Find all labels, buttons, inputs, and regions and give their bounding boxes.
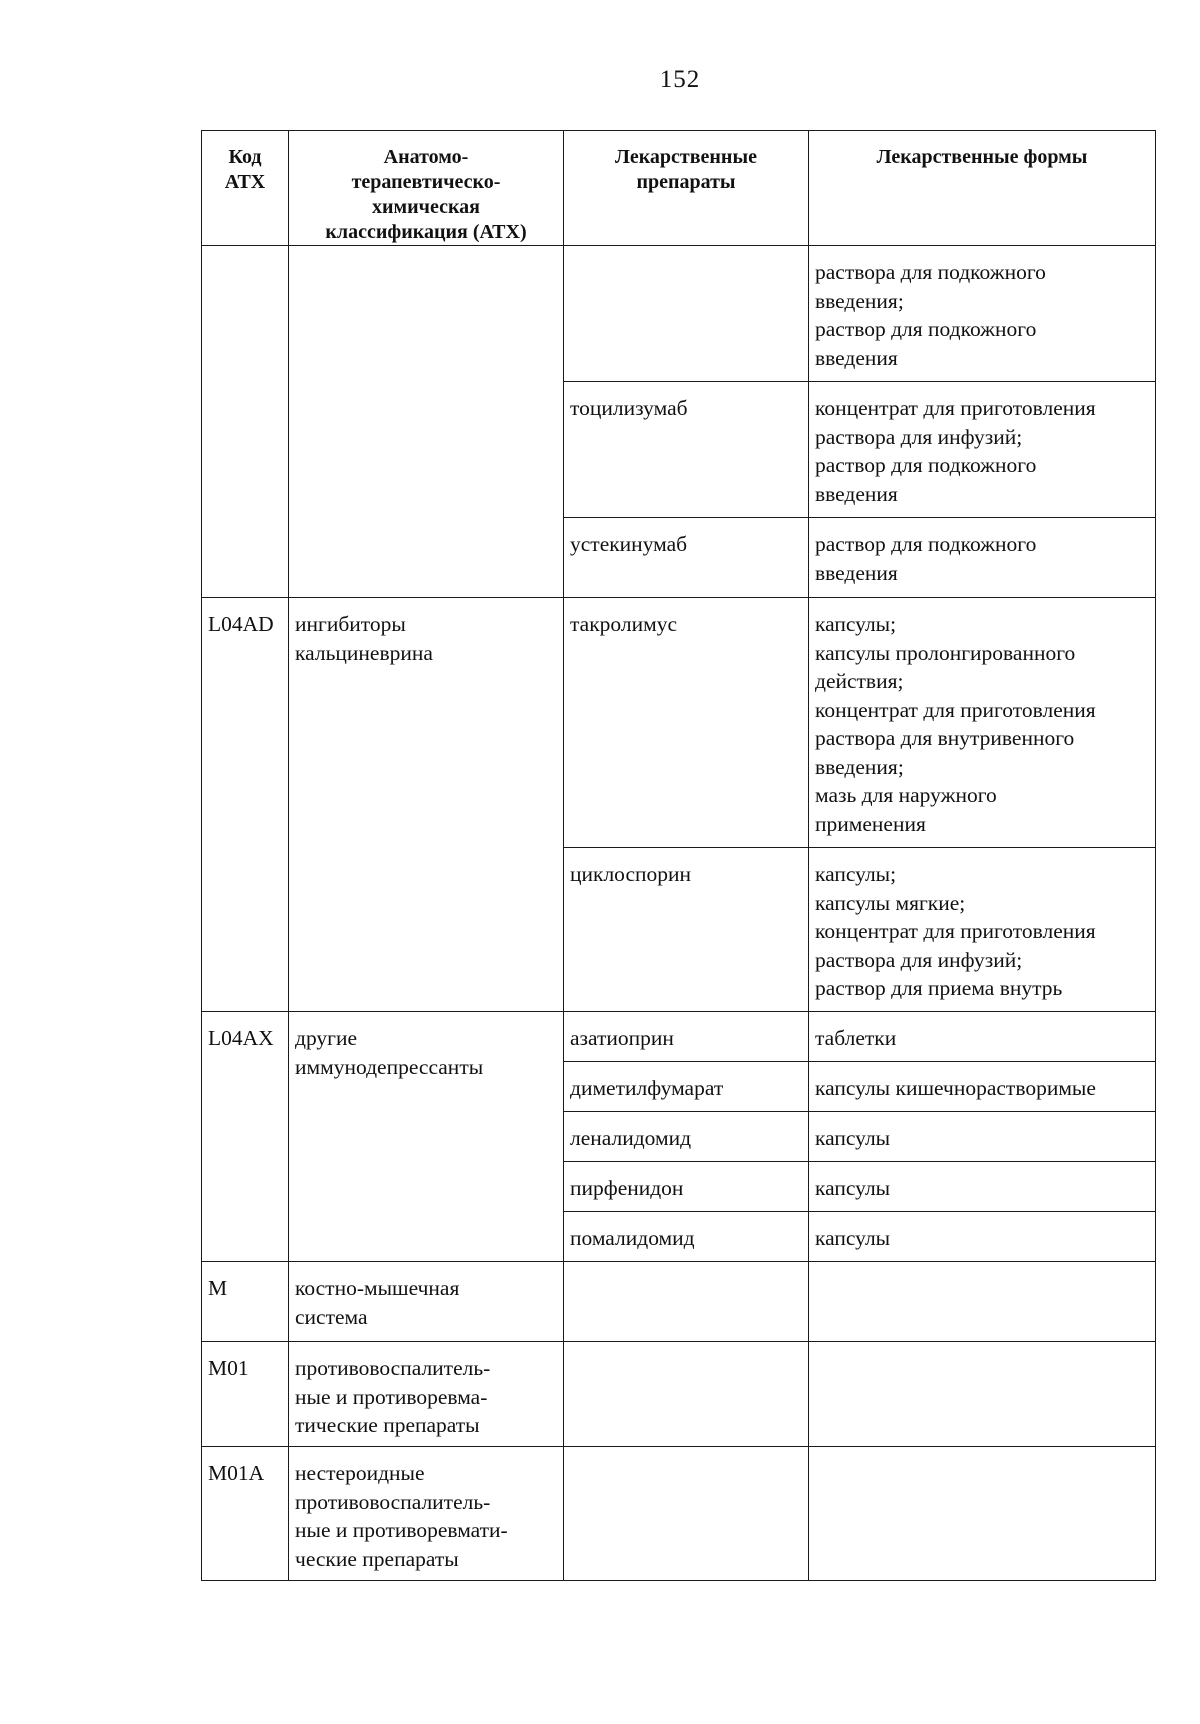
table-row xyxy=(202,1342,1156,1447)
drug-name-cell: устекинумаб xyxy=(564,518,809,598)
dosage-forms-cell: концентрат для приготовления раствора для инфузий; раствор для подкожного введения xyxy=(809,382,1156,518)
classification-cell: другие иммунодепрессанты xyxy=(289,1012,564,1262)
atx-code-cell xyxy=(202,246,289,598)
atx-code-cell: L04AD xyxy=(202,598,289,1012)
dosage-forms-cell: капсулы xyxy=(809,1112,1156,1162)
drug-name-cell: тоцилизумаб xyxy=(564,382,809,518)
drug-name-cell: диметилфумарат xyxy=(564,1062,809,1112)
dosage-forms-cell: раствора для подкожного введения; раствор для подкожного введения xyxy=(809,246,1156,382)
dosage-forms-cell: таблетки xyxy=(809,1012,1156,1062)
dosage-forms-cell: капсулы; капсулы мягкие; концентрат для приготовления раствора для инфузий; раствор для приема внутрь xyxy=(809,848,1156,1012)
drug-name-cell xyxy=(564,246,809,382)
dosage-forms-cell xyxy=(809,1447,1156,1581)
dosage-forms-cell: капсулы xyxy=(809,1162,1156,1212)
dosage-forms-cell: капсулы xyxy=(809,1212,1156,1262)
table-header-row xyxy=(202,131,1156,246)
drug-name-cell: пирфенидон xyxy=(564,1162,809,1212)
dosage-forms-cell: раствор для подкожного введения xyxy=(809,518,1156,598)
drug-name-cell: циклоспорин xyxy=(564,848,809,1012)
atx-code-cell: M01A xyxy=(202,1447,289,1581)
atx-table xyxy=(201,130,1156,1581)
table-row xyxy=(202,1012,1156,1062)
drug-name-cell: помалидомид xyxy=(564,1212,809,1262)
classification-cell xyxy=(289,246,564,598)
classification-cell: противовоспалитель- ные и противоревма- тические препараты xyxy=(289,1342,564,1447)
dosage-forms-cell: капсулы; капсулы пролонгированного действия; концентрат для приготовления раствора для внутривенного введения; мазь для наружного применения xyxy=(809,598,1156,848)
header-forms: Лекарственные формы xyxy=(809,131,1156,246)
header-classification: Анатомо- терапевтическо- химическая классификация (АТХ) xyxy=(289,131,564,246)
header-code: Код АТХ xyxy=(202,131,289,246)
classification-cell: костно-мышечная система xyxy=(289,1262,564,1342)
classification-cell: ингибиторы кальциневрина xyxy=(289,598,564,1012)
atx-code-cell: M xyxy=(202,1262,289,1342)
table-row xyxy=(202,598,1156,848)
page-number: 152 xyxy=(659,66,701,93)
drug-name-cell xyxy=(564,1342,809,1447)
drug-name-cell: леналидомид xyxy=(564,1112,809,1162)
drug-name-cell xyxy=(564,1447,809,1581)
drug-name-cell xyxy=(564,1262,809,1342)
dosage-forms-cell xyxy=(809,1262,1156,1342)
classification-cell: нестероидные противовоспалитель- ные и противоревмати- ческие препараты xyxy=(289,1447,564,1581)
header-drugs: Лекарственные препараты xyxy=(564,131,809,246)
drug-name-cell: такролимус xyxy=(564,598,809,848)
table-row xyxy=(202,1262,1156,1342)
dosage-forms-cell xyxy=(809,1342,1156,1447)
atx-code-cell: L04AX xyxy=(202,1012,289,1262)
table-row xyxy=(202,246,1156,382)
table-row xyxy=(202,1447,1156,1581)
dosage-forms-cell: капсулы кишечнорастворимые xyxy=(809,1062,1156,1112)
atx-code-cell: M01 xyxy=(202,1342,289,1447)
drug-name-cell: азатиоприн xyxy=(564,1012,809,1062)
